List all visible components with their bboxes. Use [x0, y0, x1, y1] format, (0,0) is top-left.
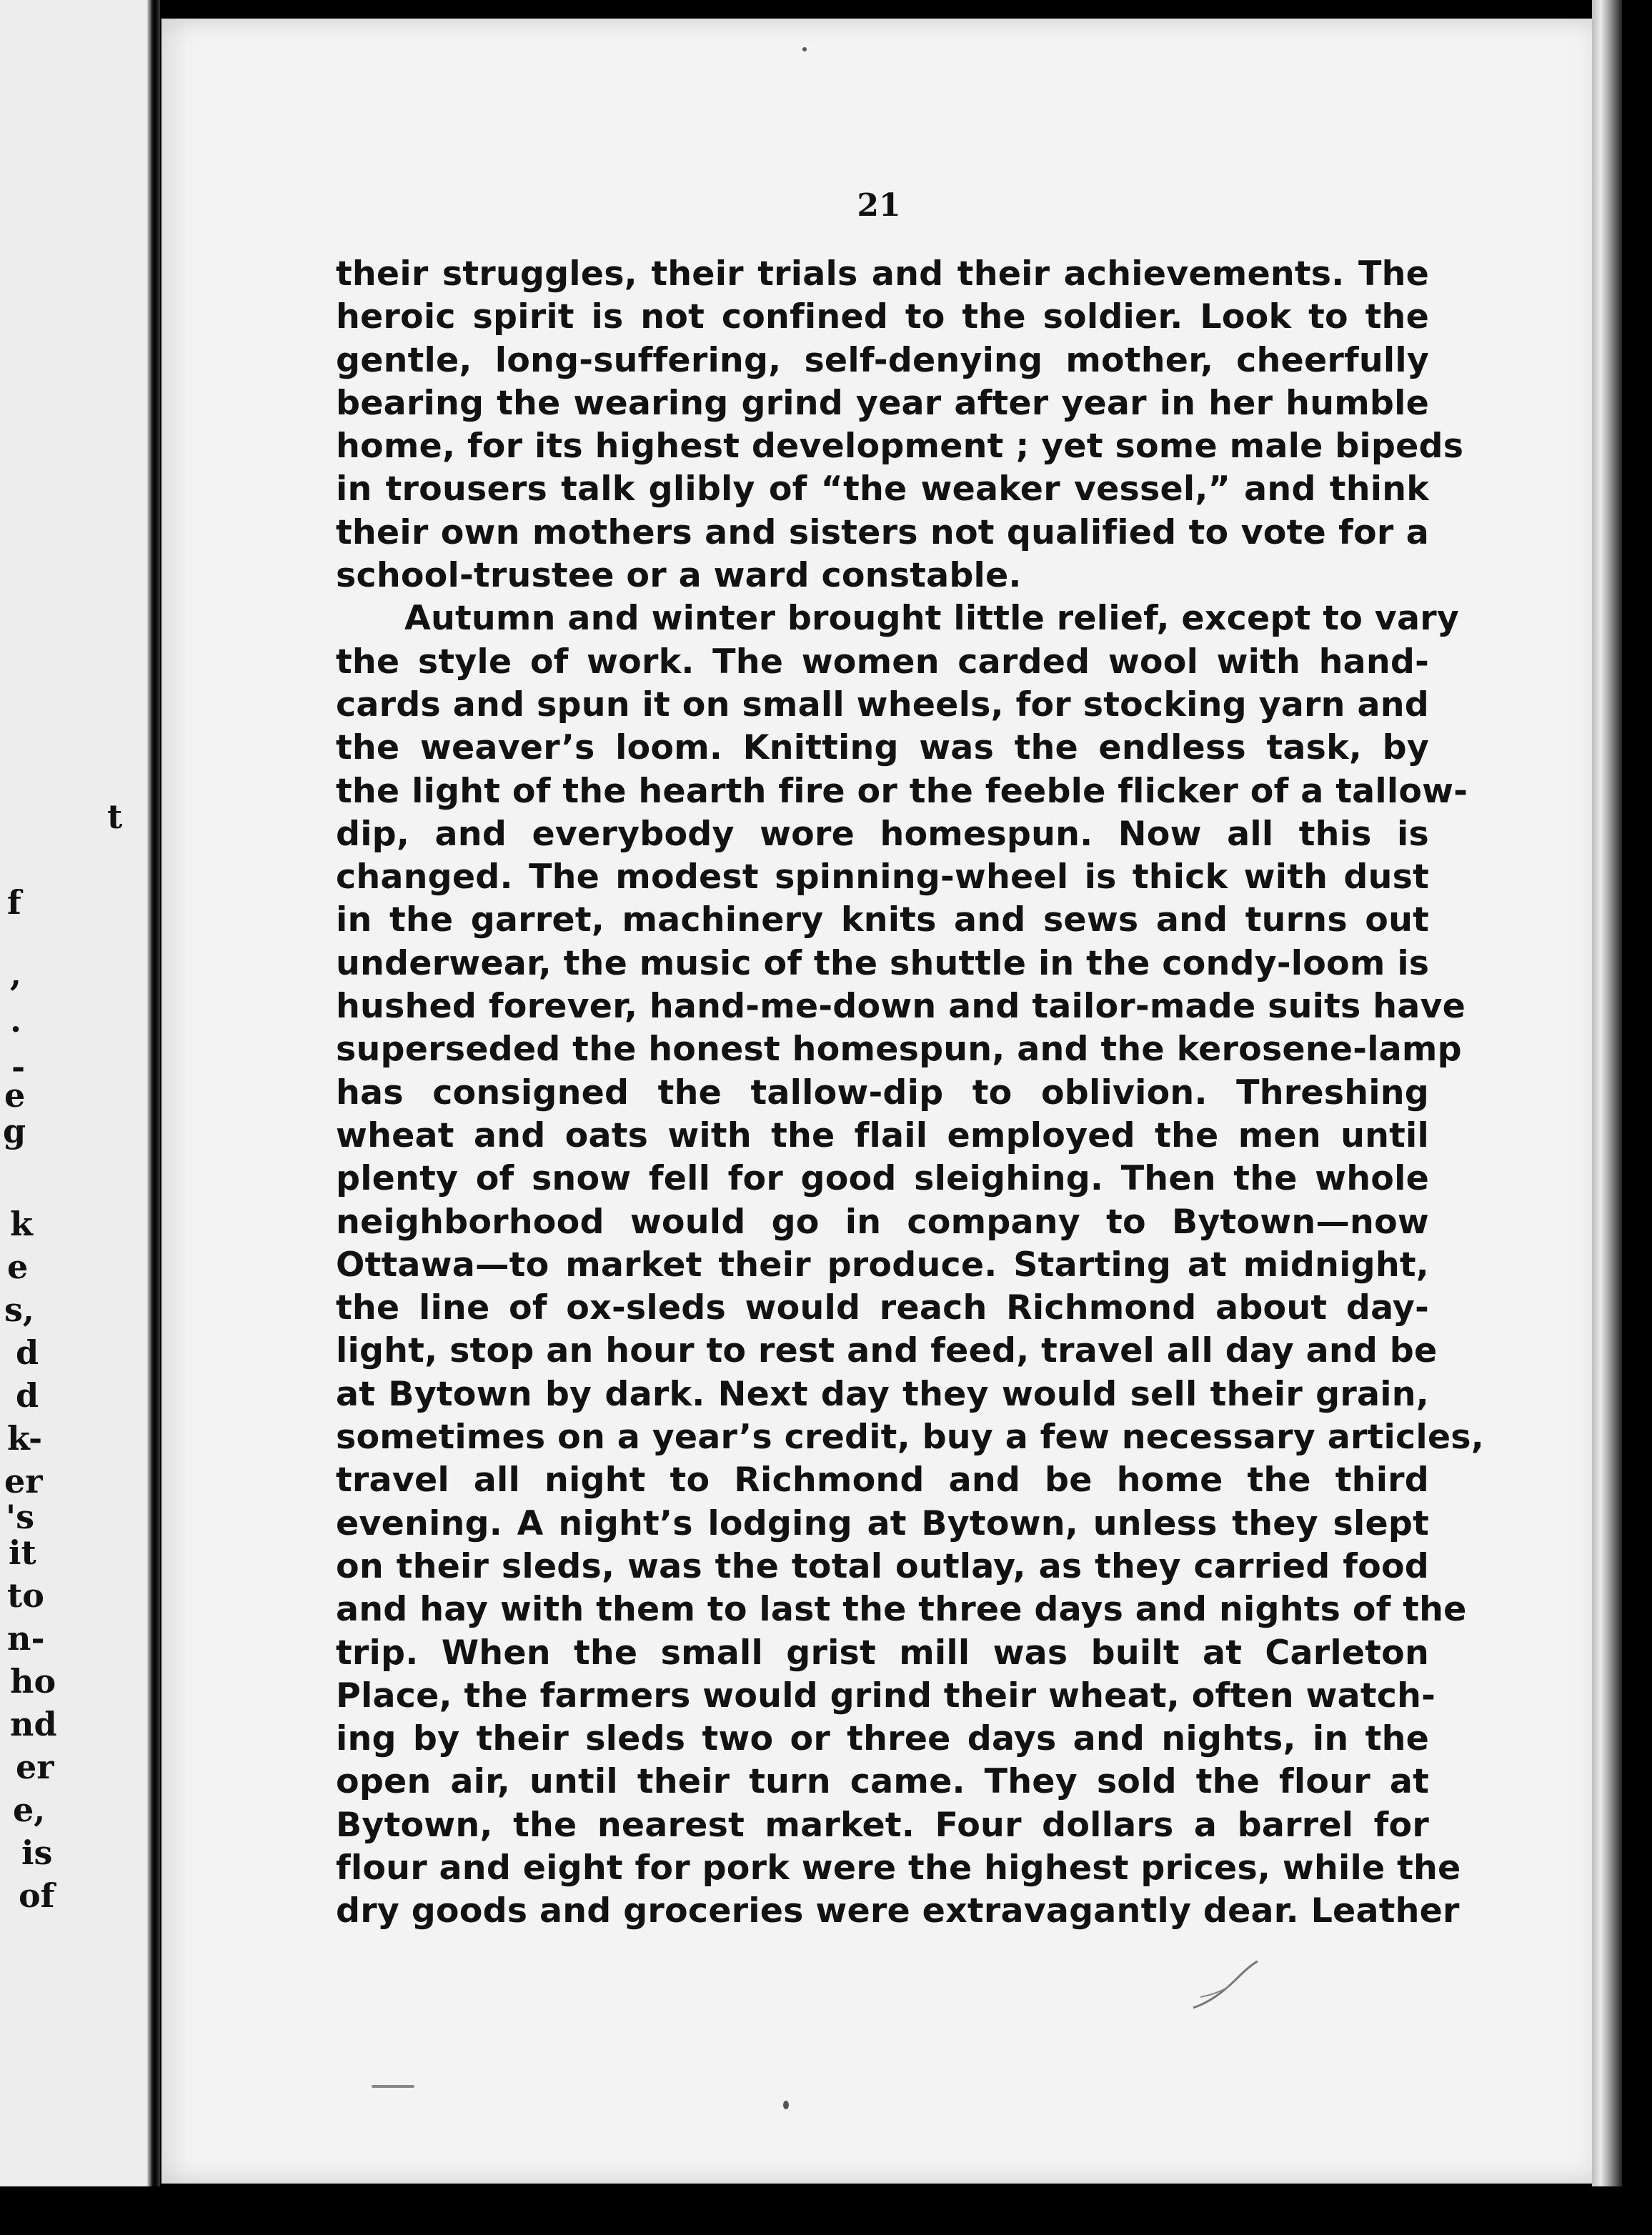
- margin-fragment: ho: [10, 1662, 56, 1701]
- margin-fragment: 's: [6, 1498, 34, 1536]
- text-line: open air, until their turn came. They sold the flour at: [336, 1762, 1429, 1802]
- speck: [802, 47, 807, 51]
- speck: [783, 2101, 789, 2109]
- margin-fragment: t: [107, 797, 123, 836]
- text-line: ing by their sleds two or three days and nights, in the: [336, 1719, 1429, 1759]
- text-line: plenty of snow fell for good sleighing. Then the whole: [336, 1159, 1429, 1199]
- margin-fragment: to: [7, 1576, 44, 1615]
- text-line: light, stop an hour to rest and feed, travel all day and be: [336, 1331, 1438, 1371]
- margin-fragment: it: [9, 1533, 36, 1572]
- margin-fragment: k-: [7, 1419, 43, 1458]
- text-line: and hay with them to last the three days and nights of the: [336, 1590, 1467, 1630]
- margin-fragment: d: [16, 1333, 39, 1372]
- text-line: Autumn and winter brought little relief, except to vary: [404, 599, 1459, 639]
- text-line: Place, the farmers would grind their wheat, often watch-: [336, 1676, 1436, 1716]
- text-line: travel all night to Richmond and be home the third: [336, 1460, 1429, 1500]
- margin-fragment: e: [7, 1248, 29, 1286]
- text-line: the light of the hearth fire or the feeble flicker of a tallow-: [336, 771, 1468, 811]
- speck: [372, 2085, 414, 2088]
- text-line: changed. The modest spinning-wheel is thick with dust: [336, 857, 1429, 897]
- margin-fragment: s,: [4, 1290, 34, 1329]
- margin-fragment: of: [19, 1876, 55, 1915]
- text-line: Ottawa—to market their produce. Starting at midnight,: [336, 1245, 1429, 1285]
- text-line: Bytown, the nearest market. Four dollars a barrel for: [336, 1805, 1429, 1845]
- margin-fragment: er: [16, 1748, 54, 1786]
- text-line: on their sleds, was the total outlay, as they carried food: [336, 1546, 1429, 1586]
- text-line: their struggles, their trials and their achievements. The: [336, 254, 1429, 294]
- text-line: the line of ox-sleds would reach Richmond about day-: [336, 1288, 1429, 1328]
- text-line: school-trustee or a ward constable.: [336, 556, 1022, 596]
- text-line: the style of work. The women carded wool with hand-: [336, 642, 1429, 682]
- text-line: heroic spirit is not confined to the soldier. Look to the: [336, 297, 1429, 337]
- text-line: bearing the wearing grind year after year in her humble: [336, 383, 1429, 423]
- margin-fragment: f: [7, 883, 21, 922]
- bottom-border: [0, 2186, 1652, 2235]
- margin-fragment: e,: [13, 1791, 46, 1829]
- margin-fragment: k: [10, 1205, 33, 1243]
- text-line: in trousers talk glibly of “the weaker vessel,” and think: [336, 469, 1429, 509]
- page-edge-shadow: [1622, 0, 1652, 2235]
- paragraph: [336, 253, 1464, 597]
- text-line: evening. A night’s lodging at Bytown, unless they slept: [336, 1503, 1429, 1543]
- pencil-mark: [1186, 1958, 1272, 2015]
- margin-fragment: -: [11, 1047, 26, 1086]
- text-line: gentle, long-suffering, self-denying mother, cheerfully: [336, 340, 1429, 380]
- text-line: wheat and oats with the flail employed the men until: [336, 1115, 1429, 1155]
- text-line: underwear, the music of the shuttle in the condy-loom is: [336, 943, 1430, 983]
- margin-fragment: d: [16, 1376, 39, 1415]
- text-line: dip, and everybody wore homespun. Now all this is: [336, 814, 1429, 854]
- text-line: hushed forever, hand-me-down and tailor-made suits have: [336, 987, 1466, 1027]
- margin-fragment: er: [4, 1462, 43, 1500]
- text-line: sometimes on a year’s credit, buy a few necessary articles,: [336, 1418, 1484, 1458]
- margin-fragment: nd: [10, 1705, 57, 1743]
- text-line: cards and spun it on small wheels, for stocking yarn and: [336, 685, 1429, 725]
- text-line: at Bytown by dark. Next day they would sell their grain,: [336, 1374, 1429, 1414]
- margin-fragment: e: [4, 1076, 26, 1115]
- margin-fragment: n-: [7, 1619, 45, 1658]
- text-line: the weaver’s loom. Knitting was the endless task, by: [336, 728, 1429, 768]
- margin-fragment: .: [10, 1001, 22, 1040]
- text-line: home, for its highest development ; yet some male bipeds: [336, 427, 1464, 467]
- body-text: [336, 253, 1484, 1933]
- margin-fragment: g: [3, 1112, 26, 1150]
- page-edge: [1592, 0, 1622, 2235]
- text-line: in the garret, machinery knits and sews and turns out: [336, 900, 1429, 940]
- page-number: 21: [857, 187, 901, 224]
- margin-fragment: ,: [10, 955, 22, 993]
- facing-page: [0, 0, 159, 2186]
- book-gutter: [147, 0, 160, 2186]
- text-line: dry goods and groceries were extravagantly dear. Leather: [336, 1891, 1460, 1931]
- text-line: their own mothers and sisters not qualified to vote for a: [336, 512, 1429, 552]
- text-line: superseded the honest homespun, and the kerosene-lamp: [336, 1030, 1462, 1070]
- text-line: has consigned the tallow-dip to oblivion. Threshing: [336, 1072, 1429, 1112]
- text-line: trip. When the small grist mill was built at Carleton: [336, 1633, 1429, 1673]
- text-line: flour and eight for pork were the highest prices, while the: [336, 1848, 1461, 1888]
- text-line: neighborhood would go in company to Bytown—now: [336, 1202, 1429, 1242]
- paragraph: [336, 597, 1484, 1933]
- facing-page-fragments: [0, 0, 150, 2186]
- margin-fragment: is: [21, 1833, 53, 1872]
